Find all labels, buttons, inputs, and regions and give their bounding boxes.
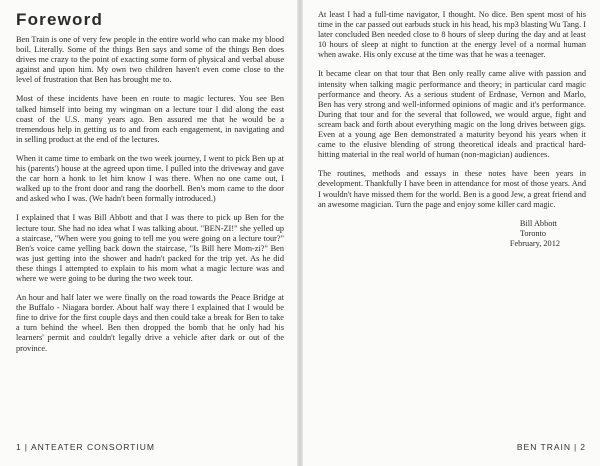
paragraph: When it came time to embark on the two week journey, I went to pick Ben up at his (parents') house at the agreed upon time. I pulled into the driveway and gave the car horn a honk to let him know I was there. When no one came out, I walked up to the front door and rang the doorbell. Ben's mom came to the door and asked who I was. (We hadn't been formally introduced.) — [16, 153, 284, 204]
right-page — [300, 0, 600, 466]
signature-city: Toronto — [519, 228, 546, 238]
paragraph: An hour and half later we were finally on the road towards the Peace Bridge at the Buffalo - Niagara border. About half way there I explained that I would be fine to drive for the first couple days and then could take a break for Ben to take a turn behind the wheel. Ben then dropped the bomb that he only had his learners' permit and couldn't legally drive a vehicle after dark or out of the province. — [16, 293, 284, 353]
footer-text: BEN TRAIN — [516, 442, 572, 452]
paragraph: At least I had a full-time navigator, I thought. No dice. Ben spent most of his time in the car passed out earbuds stuck in his head, his mp3 blasting Wu Tang. I later concluded Ben needed close to 8 hours of sleep during the day and at least 10 hours of sleep at night to function at the energy level of a normal human when awake. His only excuse at the time was that he was a teenager. — [318, 10, 586, 60]
book-gutter — [297, 0, 303, 466]
right-footer — [517, 442, 586, 452]
footer-separator: | — [24, 442, 28, 452]
signature-name: Bill Abbott — [519, 218, 557, 228]
paragraph: Most of these incidents have been en route to magic lectures. You see Ben talked himself into being my wingman on a lecture tour I did along the east coast of the U.S. many years ago. Ben assured me that he would be a tremendous help in getting us to and from each engagement, in navigating and in selling product at the end of the lectures. — [16, 94, 284, 144]
signature-date: February, 2012 — [509, 238, 560, 248]
page-title: Foreword — [16, 10, 104, 29]
page-number: 1 — [16, 442, 22, 452]
footer-separator: | — [574, 442, 578, 452]
signature-block — [318, 219, 586, 249]
page-number: 2 — [580, 442, 586, 452]
paragraph: It became clear on that tour that Ben only really came alive with passion and intensity when talking magic performance and theory; in particular card magic performance and theory. As a serious student of Erdnase, Vernon and Marlo, Ben has very strong and well-informed opinions of magic and it's performance. During that tour and for the several that followed, we would argue, fight and scream back and forth about everything magic on the long drives between gigs. Even at a young age Ben demonstrated a maturity beyond his years when it came to the elusive blending of strong theoretical ideals and practical hard-hitting material in the real world of human (non-magician) audiences. — [318, 69, 586, 160]
left-footer — [16, 442, 155, 452]
paragraph: I explained that I was Bill Abbott and that I was there to pick up Ben for the lecture tour. She had no idea what I was talking about. "BEN-ZI!" she yelled up a staircase, "When were you going to tell me you were going on a lecture tour?" Ben's voice came yelling back down the staircase, "Is Bill here Mom-zi?" Ben was just getting into the shower and hadn't packed for the trip yet. As he did these things I attempted to explain to his mom what a magic lecture was and where we were going to be during the two week tour. — [16, 213, 284, 283]
footer-text: ANTEATER CONSORTIUM — [30, 442, 155, 452]
paragraph: Ben Train is one of very few people in the entire world who can make my blood boil. Literally. Some of the things Ben says and some of the things Ben does drives me crazy to the point of exacting some form of physical and verbal abuse against and upon him. My own two children haven't even come close to the level of frustration that Ben has brought me to. — [16, 35, 284, 85]
paragraph: The routines, methods and essays in these notes have been years in development. Thankfully I have been in attendance for most of those years. And I wouldn't have missed them for the world. Ben is a good Jew, a great friend and an awesome magician. Turn the page and enjoy some killer card magic. — [318, 169, 586, 209]
